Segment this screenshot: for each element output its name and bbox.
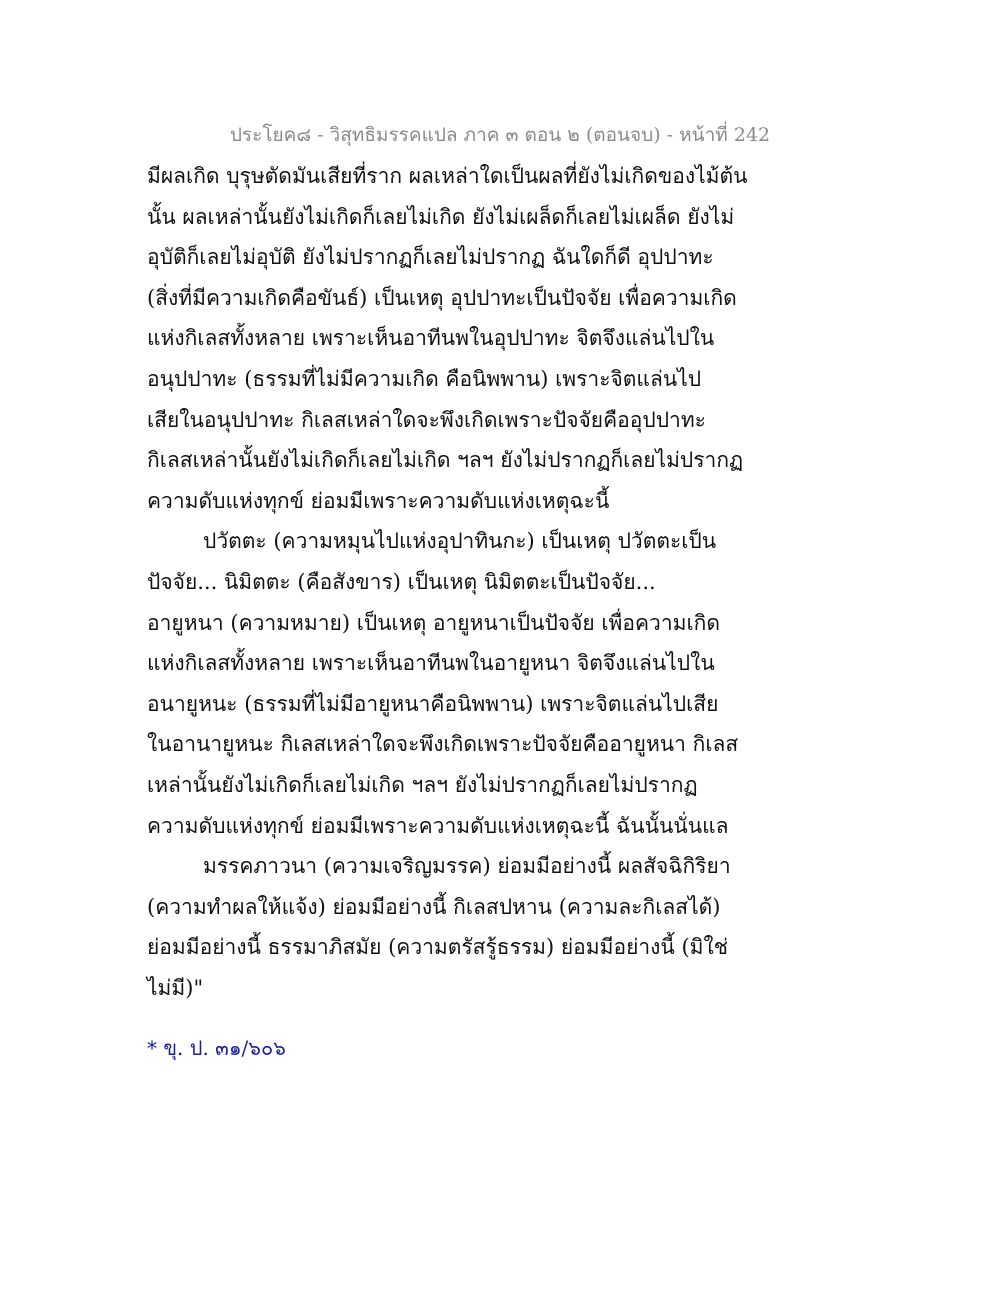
text-line: (สิ่งที่มีความเกิดคือขันธ์) เป็นเหตุ อุปปาทะเป็นปัจจัย เพื่อความเกิด bbox=[147, 285, 737, 310]
text-line: แห่งกิเลสทั้งหลาย เพราะเห็นอาทีนพในอายูหนา จิตจึงแล่นไปใน bbox=[147, 651, 715, 676]
text-line: ไม่มี)" bbox=[147, 975, 204, 1000]
text-line: เสียในอนุปปาทะ กิเลสเหล่าใดจะพึงเกิดเพราะปัจจัยคืออุปปาทะ bbox=[147, 407, 706, 432]
text-line: ความดับแห่งทุกข์ ย่อมมีเพราะความดับแห่งเหตุฉะนี้ bbox=[147, 488, 610, 513]
text-line: ความดับแห่งทุกข์ ย่อมมีเพราะความดับแห่งเหตุฉะนี้ ฉันนั้นนั่นแล bbox=[147, 813, 729, 838]
text-line: (ความทำผลให้แจ้ง) ย่อมมีอย่างนี้ กิเลสปหาน (ความละกิเลสได้) bbox=[147, 894, 721, 919]
footnote bbox=[147, 1032, 286, 1064]
body-text bbox=[147, 156, 748, 1008]
footnote-text: * ขุ. ป. ๓๑/๖๐๖ bbox=[147, 1036, 286, 1060]
text-line: แห่งกิเลสทั้งหลาย เพราะเห็นอาทีนพในอุปปาทะ จิตจึงแล่นไปใน bbox=[147, 326, 715, 351]
text-line: อนุปปาทะ (ธรรมที่ไม่มีความเกิด คือนิพพาน) เพราะจิตแล่นไป bbox=[147, 366, 702, 391]
text-line: เหล่านั้นยังไม่เกิดก็เลยไม่เกิด ฯลฯ ยังไม่ปรากฏก็เลยไม่ปรากฏ bbox=[147, 772, 698, 797]
text-line: กิเลสเหล่านั้นยังไม่เกิดก็เลยไม่เกิด ฯลฯ ยังไม่ปรากฏก็เลยไม่ปรากฏ bbox=[147, 448, 744, 473]
running-header bbox=[0, 120, 1000, 150]
text-line: ย่อมมีอย่างนี้ ธรรมาภิสมัย (ความตรัสรู้ธรรม) ย่อมมีอย่างนี้ (มิใช่ bbox=[147, 935, 728, 960]
text-line: อุบัติก็เลยไม่อุบัติ ยังไม่ปรากฏก็เลยไม่ปรากฏ ฉันใดก็ดี อุปปาทะ bbox=[147, 245, 714, 270]
text-line: ปัจจัย... นิมิตตะ (คือสังขาร) เป็นเหตุ นิมิตตะเป็นปัจจัย... bbox=[147, 569, 656, 594]
text-line: ในอานายูหนะ กิเลสเหล่าใดจะพึงเกิดเพราะปัจจัยคืออายูหนา กิเลส bbox=[147, 732, 739, 757]
text-line: อายูหนา (ความหมาย) เป็นเหตุ อายูหนาเป็นปัจจัย เพื่อความเกิด bbox=[147, 610, 721, 635]
running-header-text: ประโยค๘ - วิสุทธิมรรคแปล ภาค ๓ ตอน ๒ (ตอนจบ) - หน้าที่ 242 bbox=[229, 124, 771, 146]
text-line: มีผลเกิด บุรุษตัดมันเสียที่ราก ผลเหล่าใดเป็นผลที่ยังไม่เกิดของไม้ต้น bbox=[147, 164, 748, 188]
text-line: นั้น ผลเหล่านั้นยังไม่เกิดก็เลยไม่เกิด ยังไม่เผล็ดก็เลยไม่เผล็ด ยังไม่ bbox=[147, 204, 735, 229]
paragraph-start-line: มรรคภาวนา (ความเจริญมรรค) ย่อมมีอย่างนี้ ผลสัจฉิกิริยา bbox=[203, 854, 731, 879]
paragraph-start-line: ปวัตตะ (ความหมุนไปแห่งอุปาทินกะ) เป็นเหตุ ปวัตตะเป็น bbox=[203, 529, 717, 554]
text-line: อนายูหนะ (ธรรมที่ไม่มีอายูหนาคือนิพพาน) เพราะจิตแล่นไปเสีย bbox=[147, 691, 719, 716]
